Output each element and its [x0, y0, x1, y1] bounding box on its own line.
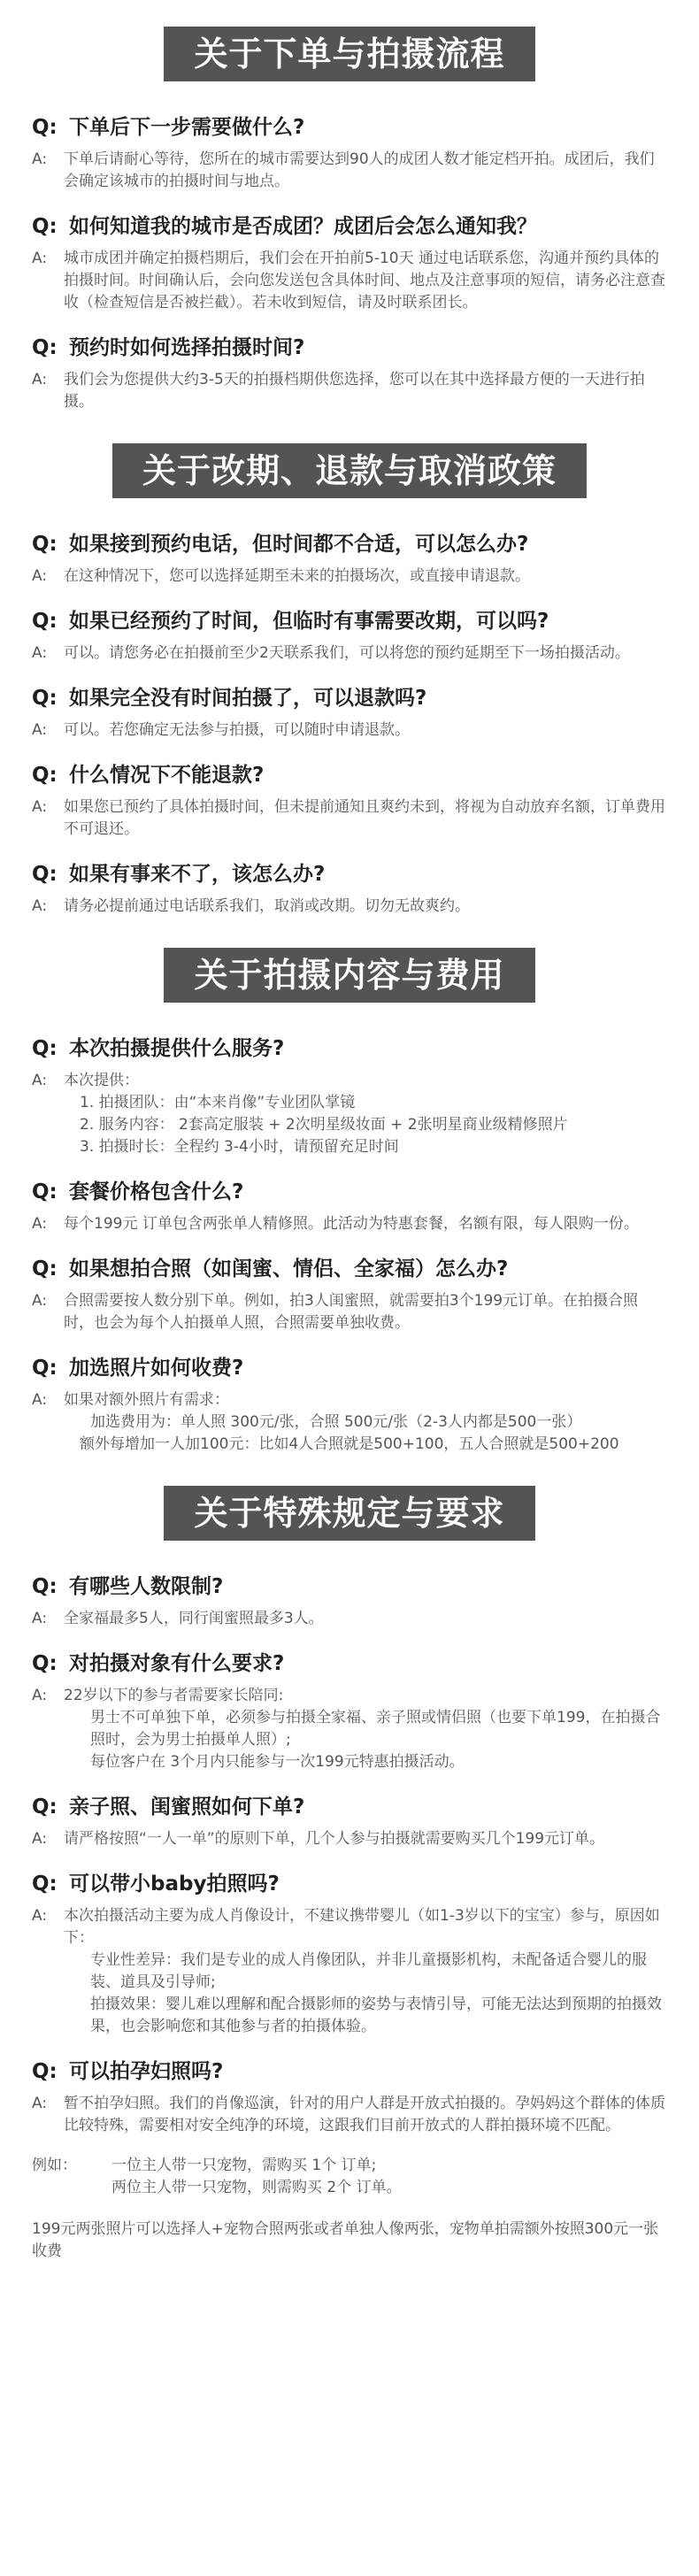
answer: A: 可以。请您务必在拍摄前至少2天联系我们，可以将您的预约延期至下一场拍摄活动。: [32, 644, 630, 662]
answer: A: 如果对额外照片有需求： 加选费用为：单人照 300元/张，合照 500元/张（2-3人内都是500一张） 额外每增加一人加100元：比如4人合照就是500+100，五人合照就是500+200: [32, 1391, 619, 1453]
faq-item: [0, 742, 699, 841]
question: Q: 如果想拍合照（如闺蜜、情侣、全家福）怎么办?: [32, 1257, 509, 1280]
answer: A: 每个199元 订单包含两张单人精修照。此活动为特惠套餐，名额有限，每人限购一份。: [32, 1215, 639, 1233]
answer: A: 如果您已预约了具体拍摄时间，但未提前通知且爽约未到，将视为自动放弃名额，订单费用不可退还。: [32, 798, 665, 838]
answer: A: 请严格按照“一人一单”的原则下单，几个人参与拍摄就需要购买几个199元订单。: [32, 1830, 605, 1848]
faq-item: [0, 1235, 699, 1334]
answer: A: 暂不拍孕妇照。我们的肖像巡演，针对的用户人群是开放式拍摄的。孕妈妈这个群体的体质比较特殊，需要相对安全纯净的环境，这跟我们目前开放式的人群拍摄环境不匹配。: [32, 2095, 665, 2134]
answer: A: 在这种情况下，您可以选择延期至未来的拍摄场次，或直接申请退款。: [32, 567, 530, 585]
section-title: 关于拍摄内容与费用: [164, 948, 534, 1003]
section-title: 关于下单与拍摄流程: [164, 27, 534, 81]
answer: A: 本次拍摄活动主要为成人肖像设计，不建议携带婴儿（如1-3岁以下的宝宝）参与，原因如下： 专业性差异：我们是专业的成人肖像团队，并非儿童摄影机构，未配备适合婴儿的服装、道具及引导师; 拍摄效果：婴儿难以理解和配合摄影师的姿势与表情引导，可能无法达到预期的拍摄效果，也会影响您和其他参与者的拍摄体验。: [32, 1907, 662, 2035]
faq-item: [0, 841, 699, 918]
faq-item: [0, 94, 699, 193]
faq-item: [0, 1630, 699, 1773]
question: Q: 如果完全没有时间拍摄了，可以退款吗?: [32, 687, 427, 710]
example-line: 一位主人带一只宠物，需购买 1个 订单;: [111, 2157, 377, 2174]
question: Q: 下单后下一步需要做什么?: [32, 116, 305, 139]
answer: A: 全家福最多5人，同行闺蜜照最多3人。: [32, 1610, 324, 1627]
faq-item: [0, 1850, 699, 2038]
faq-item: [0, 1334, 699, 1456]
answer: A: 下单后请耐心等待，您所在的城市需要达到90人的成团人数才能定档开拍。成团后，我们会确定该城市的拍摄时间与地点。: [32, 150, 655, 190]
faq-item: [0, 511, 699, 588]
answer: A: 城市成团并确定拍摄档期后，我们会在开拍前5-10天 通过电话联系您，沟通并预约具体的拍摄时间。时间确认后，会向您发送包含具体时间、地点及注意事项的短信，请务必注意查收（检查短信是否被拦截）。若未收到短信，请及时联系团长。: [32, 250, 665, 311]
faq-item: [0, 314, 699, 413]
section-refund-policy: [0, 413, 699, 918]
question: Q: 如果接到预约电话，但时间都不合适，可以怎么办?: [32, 533, 529, 556]
pet-note: 199元两张照片可以选择人+宠物合照两张或者单独人像两张，宠物单拍需额外按照300元一张收费: [32, 2220, 659, 2260]
answer: A: 本次提供： 1. 拍摄团队：由“本来肖像”专业团队掌镜 2. 服务内容： 2套高定服装 + 2次明星级妆面 + 2张明星商业级精修照片 3. 拍摄时长：全程约 3-4小时，请预留充足时间: [32, 1072, 568, 1156]
question: Q: 可以带小baby拍照吗?: [32, 1872, 280, 1895]
faq-item: [0, 2038, 699, 2137]
section-content-fees: [0, 918, 699, 1456]
example-block: [0, 2137, 699, 2199]
question: Q: 对拍摄对象有什么要求?: [32, 1652, 285, 1675]
answer: A: 可以。若您确定无法参与拍摄，可以随时申请退款。: [32, 721, 410, 739]
faq-item: [0, 1553, 699, 1630]
question: Q: 本次拍摄提供什么服务?: [32, 1037, 285, 1060]
question: Q: 套餐价格包含什么?: [32, 1180, 244, 1203]
question: Q: 亲子照、闺蜜照如何下单?: [32, 1796, 305, 1819]
answer: A: 请务必提前通过电话联系我们，取消或改期。切勿无故爽约。: [32, 897, 470, 915]
question: Q: 加选照片如何收费?: [32, 1357, 244, 1380]
section-title: 关于改期、退款与取消政策: [112, 443, 587, 498]
faq-item: [0, 1773, 699, 1850]
question: Q: 可以拍孕妇照吗?: [32, 2060, 224, 2083]
question: Q: 如果有事来不了，该怎么办?: [32, 863, 326, 886]
faq-item: [0, 665, 699, 742]
question: Q: 如何知道我的城市是否成团？成团后会怎么通知我？: [32, 215, 537, 238]
question: Q: 什么情况下不能退款?: [32, 764, 265, 787]
faq-item: [0, 588, 699, 665]
example-label: 例如：: [32, 2157, 77, 2174]
faq-item: [0, 1015, 699, 1158]
question: Q: 有哪些人数限制?: [32, 1575, 224, 1598]
answer: A: 22岁以下的参与者需要家长陪同: 男士不可单独下单，必须参与拍摄全家福、亲子照或情侣照（也要下单199，在拍摄合照时，会为男士拍摄单人照）; 每位客户在 3个月内只能参与一次199元特惠拍摄活动。: [32, 1687, 661, 1771]
example-line: 两位主人带一只宠物，则需购买 2个 订单。: [111, 2179, 402, 2196]
answer: A: 我们会为您提供大约3-5天的拍摄档期供您选择，您可以在其中选择最方便的一天进行拍摄。: [32, 371, 645, 411]
question: Q: 预约时如何选择拍摄时间?: [32, 336, 305, 359]
question: Q: 如果已经预约了时间，但临时有事需要改期，可以吗?: [32, 610, 549, 633]
section-order-process: [0, 0, 699, 413]
answer: A: 合照需要按人数分别下单。例如，拍3人闺蜜照，就需要拍3个199元订单。在拍摄合照时，也会为每个人拍摄单人照，合照需要单独收费。: [32, 1292, 639, 1332]
section-title: 关于特殊规定与要求: [164, 1486, 534, 1541]
faq-item: [0, 193, 699, 314]
faq-item: [0, 1158, 699, 1235]
section-special-rules: [0, 1456, 699, 2263]
